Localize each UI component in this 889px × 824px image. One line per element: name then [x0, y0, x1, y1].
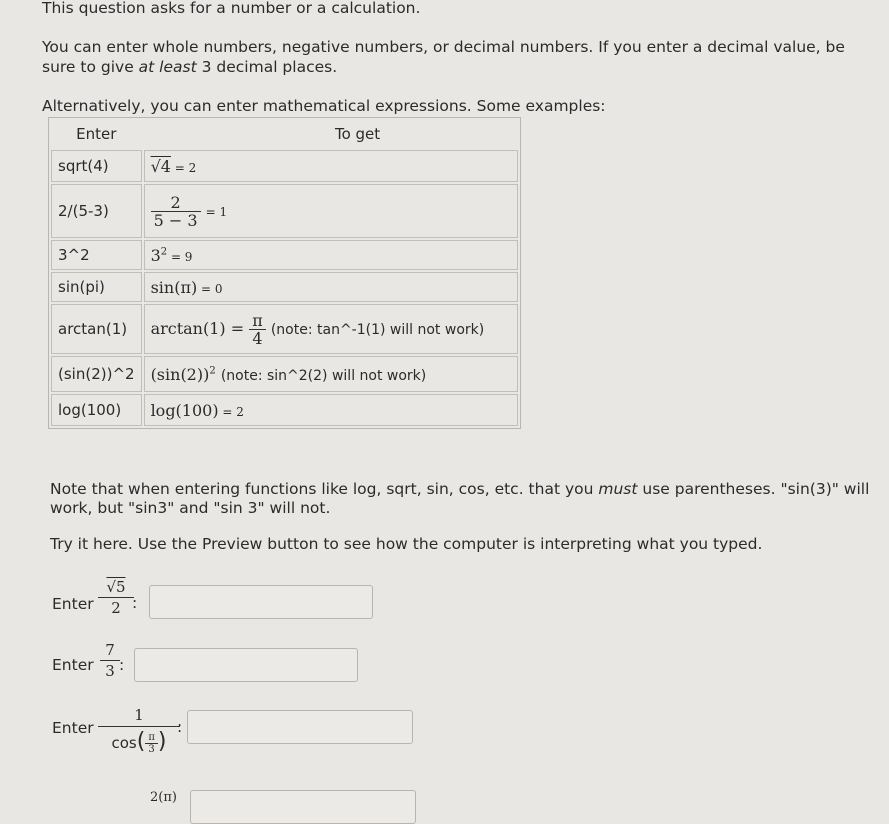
- row-enter: arctan(1): [51, 304, 142, 354]
- row-eq: = 0: [197, 281, 223, 296]
- question-4-partial-expr: 2(π): [150, 790, 177, 805]
- row-note: (note: sin^2(2) will not work): [220, 367, 427, 384]
- frac-num: π: [249, 312, 266, 330]
- question-1-colon: :: [132, 594, 138, 612]
- frac-den: 4: [252, 328, 263, 348]
- sin-expr: sin(π): [150, 277, 198, 297]
- row-get: [144, 184, 518, 238]
- frac-num: 2: [151, 194, 201, 212]
- table-row: [51, 304, 518, 354]
- inner-num: π: [145, 732, 158, 744]
- fraction: [151, 194, 201, 229]
- table-row: [51, 150, 518, 182]
- cos-fn: cos: [111, 734, 137, 752]
- power-base: 3: [150, 245, 161, 265]
- intro-line-2b-post: 3 decimal places.: [196, 58, 338, 76]
- question-1-fraction: [98, 577, 134, 618]
- frac-den: 3: [105, 662, 115, 680]
- row-get: [144, 394, 518, 426]
- answer-input-2[interactable]: [134, 648, 358, 682]
- question-2-fraction: [100, 640, 120, 681]
- inner-fraction: [145, 732, 158, 755]
- row-enter: (sin(2))^2: [51, 356, 142, 392]
- row-enter: 2/(5-3): [51, 184, 142, 238]
- note-em: must: [598, 480, 638, 498]
- row-eq: = 1: [205, 204, 228, 219]
- note-line-1: [50, 480, 869, 498]
- paren-open: (: [136, 729, 146, 754]
- examples-table: [48, 117, 521, 429]
- row-get: [144, 150, 518, 182]
- intro-line-2b-pre: sure to give: [42, 58, 139, 76]
- question-2-colon: :: [119, 656, 125, 674]
- frac-den: [98, 727, 180, 758]
- answer-input-1[interactable]: [149, 585, 373, 619]
- try-it-text: Try it here. Use the Preview button to see how the computer is interpreting what you typed.: [50, 535, 763, 553]
- header-enter: Enter: [76, 125, 117, 143]
- table-row: [51, 272, 518, 302]
- table-row: [51, 356, 518, 392]
- log-expr: log(100): [150, 400, 219, 420]
- frac-num: 1: [98, 704, 180, 727]
- fraction: [249, 312, 266, 347]
- row-enter: 3^2: [51, 240, 142, 270]
- inner-den: 3: [148, 744, 155, 755]
- frac-den: 5 − 3: [153, 210, 198, 230]
- table-row: [51, 240, 518, 270]
- paren-close: ): [157, 729, 167, 754]
- row-enter: sqrt(4): [51, 150, 142, 182]
- table-row: [51, 394, 518, 426]
- note-line-2: work, but "sin3" and "sin 3" will not.: [50, 499, 331, 517]
- power-exp: 2: [160, 246, 168, 258]
- row-get: [144, 304, 518, 354]
- intro-line-2: You can enter whole numbers, negative numbers, or decimal numbers. If you enter a decimal value, be: [42, 38, 845, 56]
- table-header: [51, 120, 518, 148]
- header-to-get: To get: [334, 125, 381, 143]
- intro-line-2b-em: at least: [138, 58, 197, 76]
- question-2-label: Enter: [52, 656, 94, 674]
- power-exp: 2: [209, 365, 216, 377]
- question-3-fraction: [98, 704, 183, 758]
- frac-num: 7: [100, 640, 120, 661]
- row-eq: = 2: [170, 160, 197, 175]
- answer-input-4[interactable]: [190, 790, 416, 824]
- row-eq: = 9: [167, 249, 193, 264]
- table-row: [51, 184, 518, 238]
- answer-input-3[interactable]: [187, 710, 413, 744]
- sqrt5: √5: [106, 578, 126, 596]
- intro-line-2b: [42, 58, 337, 76]
- arctan-expr: arctan(1) =: [150, 318, 250, 338]
- row-enter: log(100): [51, 394, 142, 426]
- row-get: [144, 356, 518, 392]
- intro-line-1: This question asks for a number or a calculation.: [42, 0, 421, 17]
- row-get: [144, 240, 518, 270]
- note-post: use parentheses. "sin(3)" will: [637, 480, 870, 498]
- row-eq: = 2: [218, 404, 244, 419]
- row-note: (note: tan^-1(1) will not work): [270, 321, 485, 338]
- question-3-label: Enter: [52, 719, 94, 737]
- question-1-label: Enter: [52, 595, 94, 613]
- frac-num: [98, 577, 134, 598]
- note-pre: Note that when entering functions like log, sqrt, sin, cos, etc. that you: [50, 480, 599, 498]
- sin-squared-expr: (sin(2)): [150, 364, 210, 384]
- intro-line-3: Alternatively, you can enter mathematical expressions. Some examples:: [42, 97, 606, 115]
- sqrt-expr: √4: [150, 156, 171, 176]
- frac-den: 2: [111, 599, 121, 617]
- row-get: [144, 272, 518, 302]
- row-enter: sin(pi): [51, 272, 142, 302]
- question-3-colon: :: [177, 718, 183, 736]
